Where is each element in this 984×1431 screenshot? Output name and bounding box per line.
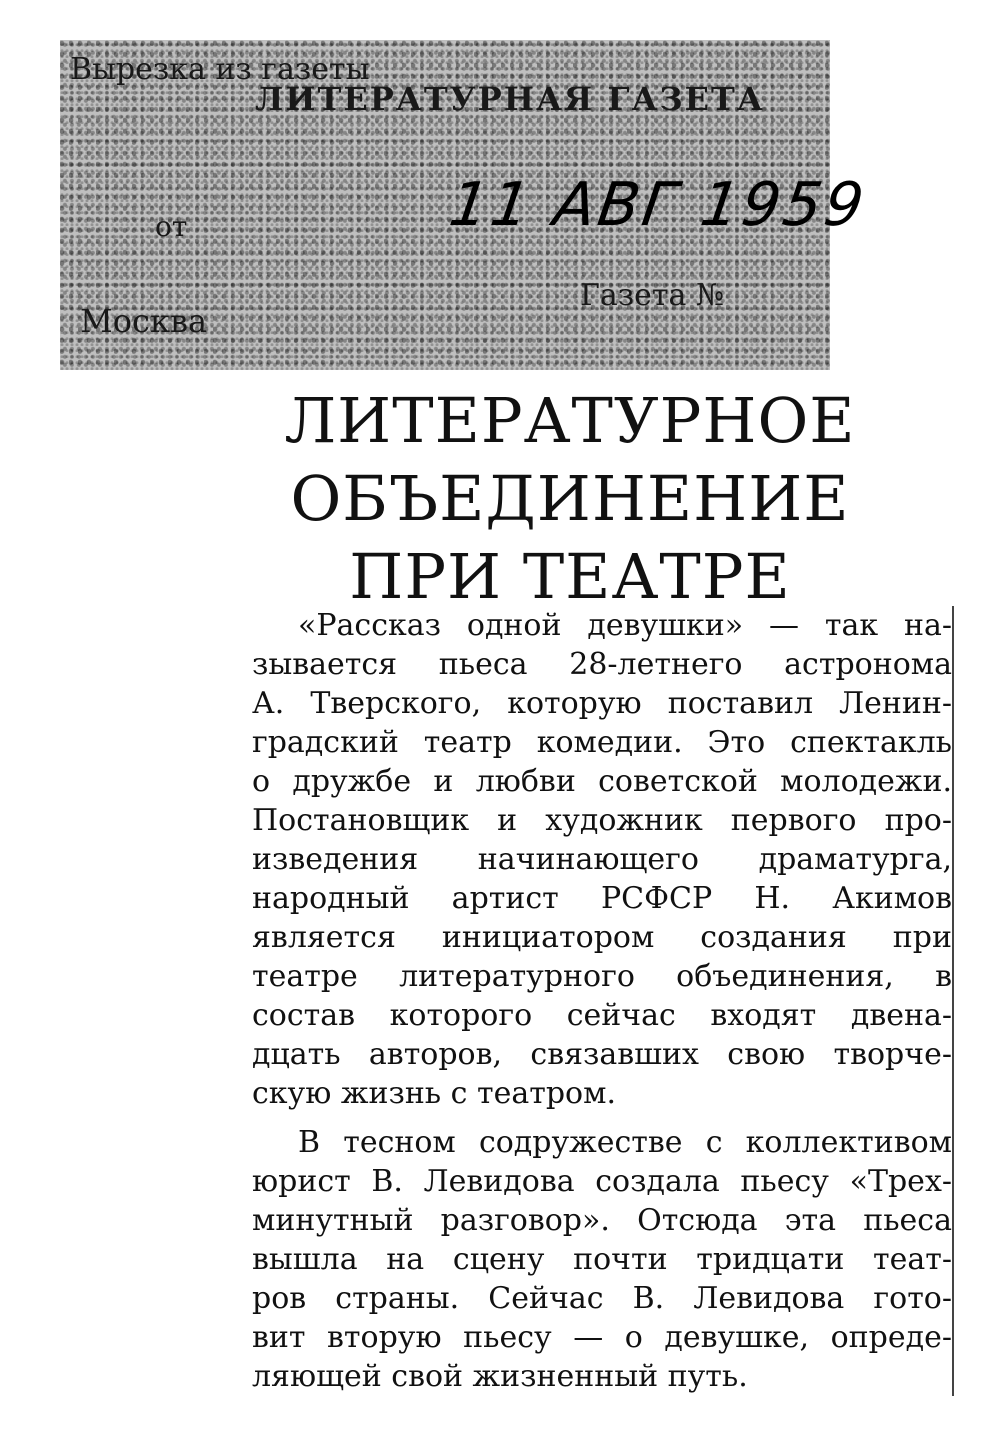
article-headline [230, 382, 910, 616]
article-body [252, 606, 954, 1396]
paragraph-line: скую жизнь с театром. [252, 1076, 616, 1111]
headline-line-3: ПРИ ТЕАТРЕ [349, 540, 791, 613]
paragraph-line: «Рассказ одной девушки» — так на- [298, 608, 952, 643]
paragraph-line: вит вторую пьесу — о девушке, опреде- [252, 1320, 952, 1355]
stamp-city: Москва [80, 302, 208, 340]
paragraph-line: изведения начинающего драматурга, [252, 842, 952, 877]
stamp-from-label: от [155, 210, 188, 243]
paragraph-line: В тесном содружестве с коллективом [298, 1125, 952, 1160]
paragraph-line: зывается пьеса 28-летнего астронома [252, 647, 952, 682]
paragraph-line: А. Тверского, которую поставил Ленин- [252, 686, 952, 721]
stamp-paper-name: ЛИТЕРАТУРНАЯ ГАЗЕТА [255, 80, 765, 118]
stamp-cut-label: Вырезка из газеты [70, 52, 370, 87]
paragraph-line: дцать авторов, связавших свою творче- [252, 1037, 952, 1072]
stamp-date: 11 АВГ 1959 [445, 170, 871, 240]
paragraph-line: театре литературного объединения, в [252, 959, 952, 994]
paragraph-line: народный артист РСФСР Н. Акимов [252, 881, 952, 916]
paragraph-line: Постановщик и художник первого про- [252, 803, 952, 838]
article-paragraph-1 [252, 606, 952, 1113]
paragraph-line: ляющей свой жизненный путь. [252, 1359, 748, 1394]
headline-line-1: ЛИТЕРАТУРНОЕ [284, 384, 856, 457]
article-paragraph-2 [252, 1123, 952, 1396]
paragraph-line: является инициатором создания при [252, 920, 952, 955]
paragraph-line: градский театр комедии. Это спектакль [252, 725, 952, 760]
headline-line-2: ОБЪЕДИНЕНИЕ [290, 462, 850, 535]
paragraph-line: о дружбе и любви советской молодежи. [252, 764, 952, 799]
paragraph-line: юрист В. Левидова создала пьесу «Трех- [252, 1164, 952, 1199]
paragraph-line: минутный разговор». Отсюда эта пьеса [252, 1203, 952, 1238]
paragraph-line: ров страны. Сейчас В. Левидова гото- [252, 1281, 952, 1316]
paragraph-line: вышла на сцену почти тридцати теат- [252, 1242, 952, 1277]
paragraph-line: состав которого сейчас входят двена- [252, 998, 952, 1033]
clipping-stamp [60, 40, 871, 370]
stamp-issue-label: Газета № [580, 278, 725, 313]
